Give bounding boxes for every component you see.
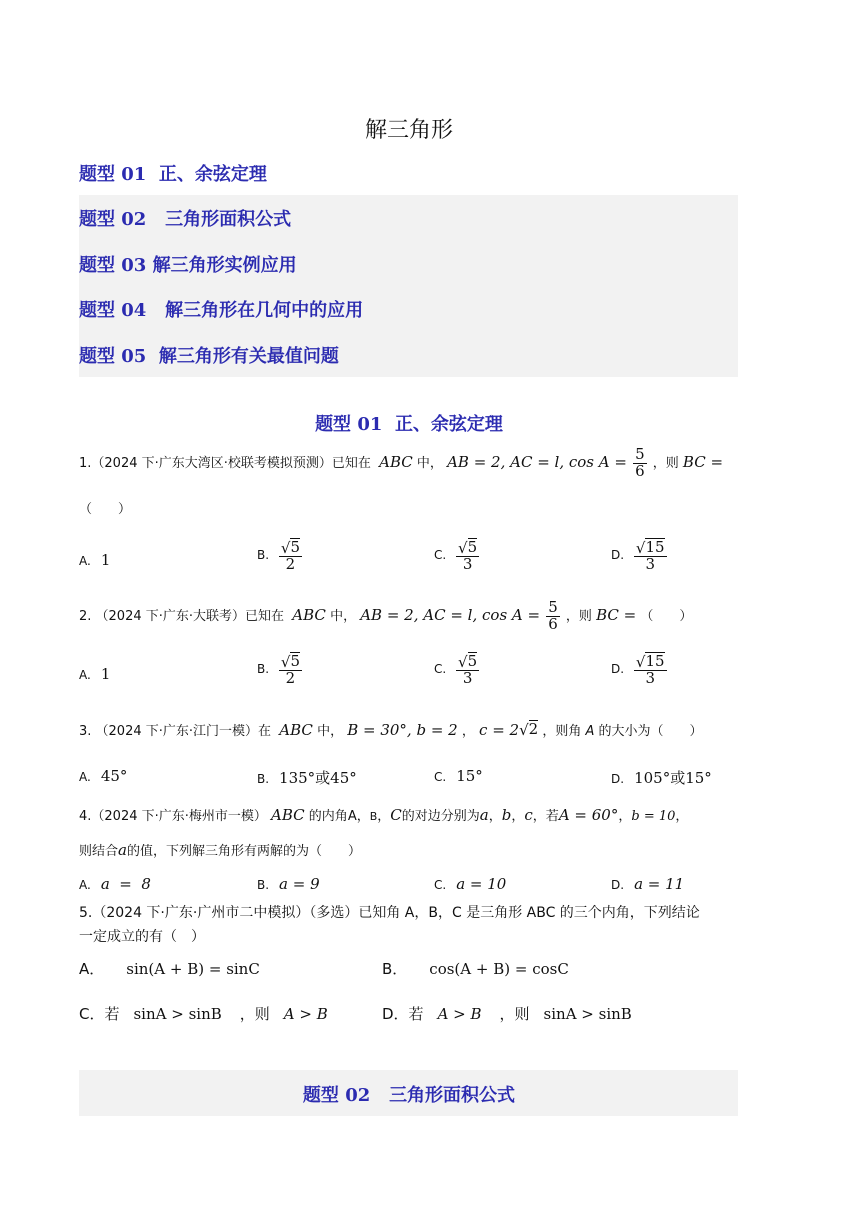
option-value: 1 — [100, 665, 111, 683]
option-letter: A． — [79, 960, 105, 978]
condition-formula: B = 30°, b = 2 — [347, 721, 458, 739]
toc-item-number: 题型 04 — [79, 300, 147, 321]
side-c: c — [524, 806, 533, 824]
option-letter: B. — [257, 661, 270, 676]
option-b[interactable] — [257, 767, 357, 788]
fraction-denominator: 3 — [645, 668, 655, 687]
fraction-numerator: 5 — [548, 598, 558, 617]
option-d[interactable] — [611, 652, 669, 687]
option-formula: cos(A + B) = cosC — [429, 960, 569, 978]
angle-name: A — [585, 724, 595, 739]
fraction-denominator: 3 — [462, 668, 473, 687]
sqrt-icon: √ — [458, 652, 468, 671]
section-label: 三角形面积公式 — [389, 1085, 516, 1106]
question-text: 的内角 — [308, 809, 348, 824]
option-value: a = 9 — [279, 875, 320, 893]
question-text: ，若 — [532, 809, 559, 824]
fraction-denominator: 6 — [548, 615, 558, 633]
question-4 — [79, 805, 688, 824]
option-letter: D. — [611, 661, 625, 676]
sqrt-expression — [634, 652, 667, 671]
toc-item-05[interactable] — [79, 342, 339, 368]
section-label: 正、余弦定理 — [394, 414, 503, 435]
question-text: ，则 — [652, 456, 679, 471]
option-value: 45° — [100, 767, 128, 785]
condition-formula: A = 60° — [558, 806, 619, 824]
question-text: ，则 — [565, 609, 592, 624]
option-formula: A > B — [283, 1005, 328, 1023]
option-letter: B． — [382, 960, 408, 978]
question-text: ， — [461, 724, 475, 739]
question-text: 的值，下列解三角形有两解的为（ ） — [126, 844, 361, 859]
section-heading-01 — [0, 410, 818, 436]
option-a[interactable] — [79, 958, 260, 979]
fraction-numerator: 5 — [635, 445, 645, 464]
separator: ， — [377, 809, 391, 824]
sqrt-icon: √ — [458, 538, 468, 557]
option-letter: C. — [434, 547, 447, 562]
vertex-b: B — [369, 810, 378, 823]
question-source: 4.（2024 下·广东·梅州市一模） — [79, 809, 267, 824]
condition-formula: AB = 2, AC = l, cos A = — [447, 453, 627, 471]
vertex-a: A — [347, 809, 357, 824]
option-b[interactable] — [257, 652, 304, 687]
page-title: 解三角形 — [364, 118, 453, 143]
condition-formula: b = 10 — [631, 809, 676, 824]
option-value: 105°或15° — [634, 769, 712, 787]
question-1 — [79, 445, 723, 481]
sqrt-expression — [456, 652, 479, 671]
fraction — [456, 652, 479, 687]
fraction — [634, 652, 667, 687]
option-c[interactable] — [434, 875, 506, 893]
option-c[interactable] — [434, 767, 483, 785]
sqrt-icon: √ — [635, 538, 646, 557]
sqrt-radicand: 2 — [528, 720, 539, 739]
sqrt-expression — [519, 720, 538, 738]
question-2 — [79, 598, 692, 634]
section-number: 题型 01 — [315, 414, 383, 435]
option-c[interactable] — [79, 1003, 346, 1024]
sqrt-icon: √ — [635, 652, 646, 671]
option-b[interactable] — [257, 538, 304, 573]
toc-item-02[interactable] — [79, 205, 291, 231]
triangle-name: ABC — [279, 721, 313, 739]
option-letter: B. — [257, 878, 270, 892]
option-letter: A. — [79, 554, 91, 568]
sqrt-icon: √ — [280, 538, 291, 557]
question-3 — [79, 720, 703, 739]
option-a[interactable] — [79, 875, 151, 893]
fraction — [633, 447, 647, 480]
sqrt-icon: √ — [280, 652, 291, 671]
option-a[interactable] — [79, 767, 127, 785]
condition-formula: c = 2 — [479, 721, 520, 739]
toc-item-number: 题型 02 — [79, 209, 147, 230]
option-letter: C. — [434, 661, 447, 676]
option-c[interactable] — [434, 652, 481, 687]
option-letter: D. — [611, 772, 625, 786]
question-text: 中， — [317, 724, 344, 739]
fraction — [456, 538, 479, 573]
sqrt-radicand: 15 — [645, 538, 665, 556]
section-heading-02 — [0, 1081, 818, 1107]
option-formula: sinA > sinB — [543, 1005, 632, 1023]
sqrt-expression — [634, 538, 667, 557]
option-letter: B. — [257, 772, 270, 786]
option-formula: sin(A + B) = sinC — [126, 960, 260, 978]
separator: ， — [356, 809, 370, 824]
toc-item-number: 题型 01 — [79, 164, 147, 185]
option-d[interactable] — [611, 875, 684, 893]
sqrt-radicand: 5 — [290, 538, 300, 556]
question-5: 5.（2024 下·广东·广州市二中模拟）（多选）已知角 A，B，C 是三角形 ABC 的三个内角，下列结论 — [79, 905, 700, 921]
question-source: 3. （2024 下·广东·江门一模）在 — [79, 724, 272, 739]
question-source: 2. （2024 下·广东·大联考）已知在 — [79, 609, 285, 624]
option-letter: C. — [434, 770, 447, 784]
toc-item-number: 题型 05 — [79, 346, 147, 367]
sqrt-radicand: 15 — [645, 652, 665, 670]
option-letter: D. — [611, 547, 625, 562]
option-formula: sinA > sinB — [133, 1005, 222, 1023]
option-value: a = 8 — [100, 875, 151, 893]
question-target: BC = — [682, 453, 724, 471]
side-a: a — [479, 806, 489, 824]
sqrt-radicand: 5 — [467, 538, 478, 556]
option-letter: C. — [434, 878, 447, 892]
question-5-line-2: 一定成立的有（ ） — [79, 929, 205, 945]
option-letter: A. — [79, 668, 91, 682]
question-text: 中， — [416, 456, 443, 471]
question-target: BC = — [596, 606, 637, 624]
option-value: 1 — [100, 551, 111, 569]
separator: ， — [511, 809, 525, 824]
option-a[interactable] — [79, 551, 110, 569]
fraction — [634, 538, 667, 573]
option-letter: D. — [611, 878, 625, 892]
question-4-line-2 — [79, 840, 361, 859]
option-a[interactable] — [79, 665, 110, 683]
triangle-name: ABC — [271, 806, 305, 824]
question-text: ，则角 — [542, 724, 582, 739]
option-d[interactable] — [611, 538, 669, 573]
toc-item-label: 解三角形有关最值问题 — [158, 346, 339, 367]
question-text: 则结合 — [79, 844, 119, 859]
toc-item-03[interactable] — [79, 251, 297, 277]
toc-item-number: 题型 03 — [79, 255, 147, 276]
vertex-c: C — [390, 806, 402, 824]
side-b: b — [501, 806, 512, 824]
option-value: a = 11 — [634, 875, 685, 893]
question-text: 的对边分别为 — [401, 809, 480, 824]
option-b[interactable] — [257, 875, 320, 893]
option-text: ，则 — [499, 1005, 530, 1023]
option-value: a = 10 — [456, 875, 507, 893]
toc-item-label: 解三角形实例应用 — [152, 255, 297, 276]
option-letter: A. — [79, 770, 91, 784]
answer-paren: （ ） — [79, 502, 132, 517]
option-b[interactable] — [382, 958, 569, 979]
option-letter: A. — [79, 878, 91, 892]
fraction-denominator: 6 — [635, 462, 645, 480]
fraction-denominator: 3 — [462, 554, 473, 573]
option-letter: C．若 — [79, 1005, 120, 1023]
option-value: 135°或45° — [279, 769, 357, 787]
separator: ， — [488, 809, 502, 824]
question-text: 中， — [330, 609, 357, 624]
sqrt-radicand: 5 — [467, 652, 478, 670]
fraction-denominator: 3 — [645, 554, 655, 573]
option-letter: B. — [257, 547, 270, 562]
fraction — [546, 600, 560, 633]
fraction — [279, 652, 302, 687]
answer-paren: （ ） — [640, 609, 693, 624]
option-d[interactable] — [611, 767, 712, 788]
separator: ， — [675, 809, 689, 824]
option-c[interactable] — [434, 538, 481, 573]
triangle-name: ABC — [379, 453, 413, 471]
sqrt-radicand: 5 — [290, 652, 300, 670]
option-value: 15° — [456, 767, 483, 785]
toc-item-label: 正、余弦定理 — [158, 164, 267, 185]
sqrt-expression — [279, 538, 302, 557]
section-number: 题型 02 — [302, 1085, 371, 1106]
question-source: 1.（2024 下·广东大湾区·校联考模拟预测）已知在 — [79, 456, 371, 471]
triangle-name: ABC — [292, 606, 326, 624]
condition-formula: AB = 2, AC = l, cos A = — [360, 606, 541, 624]
separator: ， — [618, 809, 632, 824]
side-a: a — [118, 841, 127, 859]
toc-item-label: 三角形面积公式 — [165, 209, 292, 230]
toc-item-label: 解三角形在几何中的应用 — [165, 300, 364, 321]
fraction-denominator: 2 — [285, 554, 296, 573]
sqrt-expression — [456, 538, 479, 557]
sqrt-icon: √ — [519, 721, 529, 739]
option-formula: A > B — [437, 1005, 482, 1023]
option-letter: D．若 — [382, 1005, 424, 1023]
question-text: 的大小为（ ） — [598, 724, 703, 739]
fraction — [279, 538, 302, 573]
option-d[interactable] — [382, 1003, 650, 1024]
toc-item-01[interactable] — [79, 160, 267, 186]
fraction-denominator: 2 — [285, 668, 296, 687]
option-text: ，则 — [239, 1005, 270, 1023]
sqrt-expression — [279, 652, 302, 671]
toc-item-04[interactable] — [79, 296, 363, 322]
